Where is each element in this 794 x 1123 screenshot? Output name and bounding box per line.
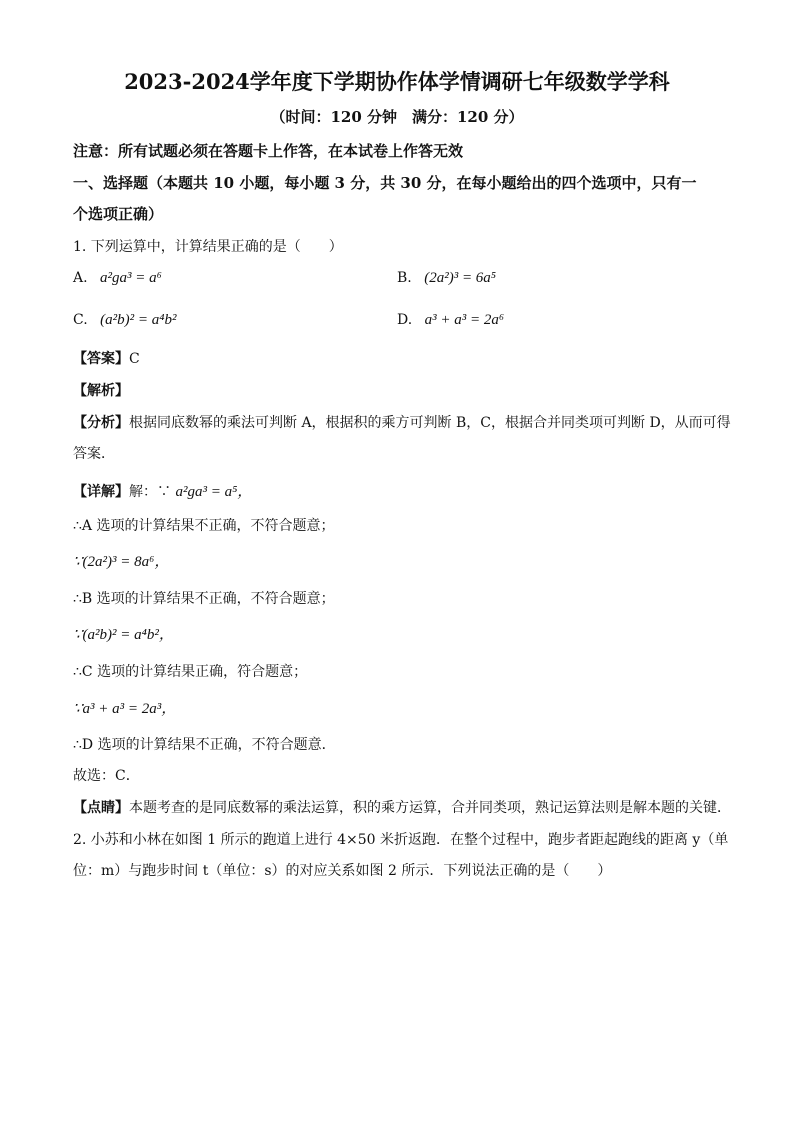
- detail-line: [73, 480, 252, 501]
- section-heading-line1: 一、选择题（本题共 10 小题，每小题 3 分，共 30 分，在每小题给出的四个选项中，只有一: [73, 174, 697, 192]
- detail-step2-math: ∵(2a²)³ = 8a⁶，: [73, 554, 170, 570]
- page-title: 2023-2024学年度下学期协作体学情调研七年级数学学科: [124, 69, 670, 94]
- option-c-label: C.: [73, 312, 88, 328]
- question-2-line2: 位：m）与跑步时间 t（单位：s）的对应关系如图 2 所示．下列说法正确的是（ ）: [73, 863, 612, 879]
- answer-tag: 【答案】: [73, 351, 129, 367]
- detail-step3: [73, 623, 174, 644]
- option-d-math: a³ + a³ = 2a⁶: [424, 312, 505, 328]
- detail-tag: 【详解】: [73, 484, 129, 500]
- detail-step3-conclusion: ∴C 选项的计算结果正确，符合题意；: [73, 664, 308, 680]
- option-b: [397, 270, 496, 287]
- answer-value: C: [129, 351, 140, 367]
- dianjing-tag: 【点睛】: [73, 800, 129, 816]
- option-a: [73, 270, 162, 287]
- option-d-label: D.: [397, 312, 413, 328]
- answer-line: [73, 348, 140, 368]
- fenxi-text: 根据同底数幂的乘法可判断 A，根据积的乘方可判断 B，C，根据合并同类项可判断 D，从而可得: [129, 415, 731, 431]
- question-1-stem: 1. 下列运算中，计算结果正确的是（ ）: [73, 239, 343, 255]
- question-2-line1: 2. 小苏和小林在如图 1 所示的跑道上进行 4×50 米折返跑．在整个过程中，跑步者距起跑线的距离 y（单: [73, 832, 729, 848]
- analysis-tag: 【解析】: [73, 383, 129, 399]
- detail-intro: 解：∵: [129, 484, 171, 500]
- detail-step1-math: a²ga³ = a⁵，: [175, 484, 253, 500]
- fenxi-tag: 【分析】: [73, 415, 129, 431]
- detail-step4-conclusion: ∴D 选项的计算结果不正确，不符合题意．: [73, 737, 336, 753]
- fenxi-line2: 答案．: [73, 446, 115, 462]
- dianjing-text: 本题考查的是同底数幂的乘法运算，积的乘方运算，合并同类项，熟记运算法则是解本题的关键．: [129, 800, 731, 816]
- detail-step2-conclusion: ∴B 选项的计算结果不正确，不符合题意；: [73, 591, 335, 607]
- notice-text: 注意：所有试题必须在答题卡上作答，在本试卷上作答无效: [73, 142, 464, 160]
- option-a-label: A.: [73, 270, 88, 286]
- analysis-heading: [73, 380, 129, 400]
- option-c: [73, 312, 176, 329]
- option-b-math: (2a²)³ = 6a⁵: [424, 270, 497, 286]
- option-a-math: a²ga³ = a⁶: [100, 270, 162, 286]
- detail-step3-math: ∵(a²b)² = a⁴b²，: [73, 627, 174, 643]
- section-heading-line2: 个选项正确）: [73, 205, 164, 223]
- option-d: [397, 312, 504, 329]
- option-c-math: (a²b)² = a⁴b²: [100, 312, 177, 328]
- detail-step4-math: ∵a³ + a³ = 2a³，: [73, 701, 177, 717]
- dianjing-line: [73, 797, 731, 817]
- detail-step1-conclusion: ∴A 选项的计算结果不正确，不符合题意；: [73, 518, 335, 534]
- detail-step2: [73, 550, 169, 571]
- choice-line: 故选：C．: [73, 768, 140, 784]
- option-b-label: B.: [397, 270, 412, 286]
- detail-step4: [73, 697, 176, 718]
- fenxi-line1: [73, 412, 731, 432]
- exam-time-score: （时间：120 分钟 满分：120 分）: [270, 108, 524, 126]
